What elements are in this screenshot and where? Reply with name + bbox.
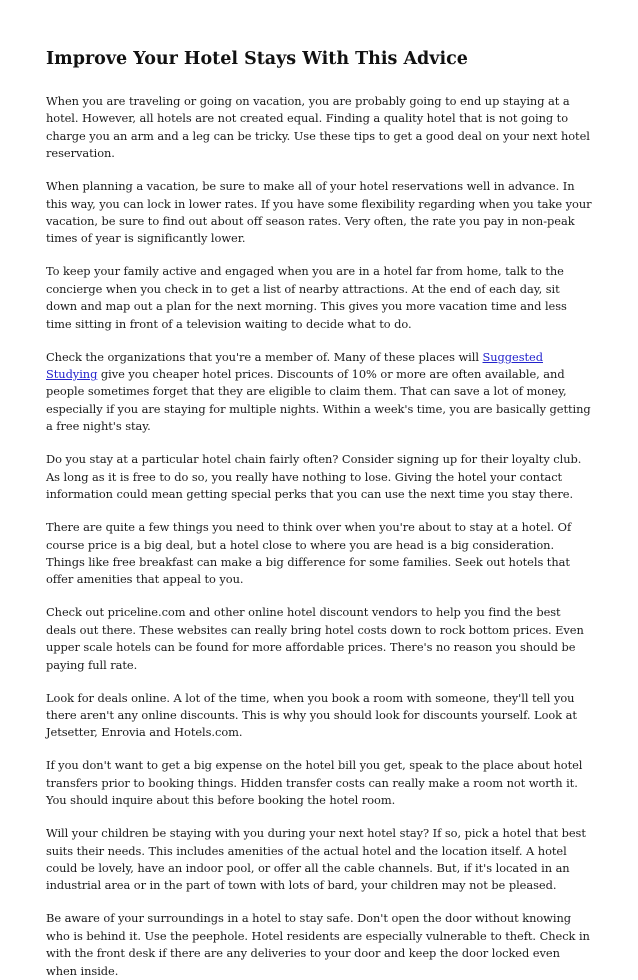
- paragraph-6: There are quite a few things you need to think over when you're about to stay at a hotel. Of course price is a big deal, but a hotel close to where you are head is a big consideration. Things like free breakfast can make a big difference for some families. Seek out hotels that offer amenities that appeal to you.: [46, 520, 572, 587]
- paragraph-5: Do you stay at a particular hotel chain fairly often? Consider signing up for their loyalty club. As long as it is free to do so, you really have nothing to lose. Giving the hotel your contact information could mean getting special perks that you can use the next time you stay there.: [46, 452, 582, 502]
- paragraph-4: [46, 349, 592, 436]
- paragraph-4-text-before: Check the organizations that you're a member of. Many of these places will: [46, 349, 483, 364]
- paragraph-1: When you are traveling or going on vacation, you are probably going to end up staying at a hotel. However, all hotels are not created equal. Finding a quality hotel that is not going to charge you an arm and a leg can be tricky. Use these tips to get a good deal on your next hotel reservation.: [46, 94, 590, 161]
- paragraph-2: When planning a vacation, be sure to make all of your hotel reservations well in advance. In this way, you can lock in lower rates. If you have some flexibility regarding when you take your vacation, be sure to find out about off season rates. Very often, the rate you pay in non-peak times of year is significantly lower.: [46, 179, 592, 246]
- paragraph-9: If you don't want to get a big expense on the hotel bill you get, speak to the place about hotel transfers prior to booking things. Hidden transfer costs can really make a room not worth it. You should inquire about this before booking the hotel room.: [46, 758, 583, 808]
- paragraph-7: Check out priceline.com and other online hotel discount vendors to help you find the best deals out there. These websites can really bring hotel costs down to rock bottom prices. Even upper scale hotels can be found for more affordable prices. There's no reason you should be paying full rate.: [46, 605, 584, 672]
- suggested-studying-link[interactable]: Suggested Studying: [46, 349, 543, 382]
- paragraph-8: Look for deals online. A lot of the time, when you book a room with someone, they'll tell you there aren't any online discounts. This is why you should look for discounts yourself. Look at Jetsetter, Enrovia and Hotels.com.: [46, 690, 577, 740]
- page-title: Improve Your Hotel Stays With This Advice: [46, 49, 468, 69]
- paragraph-10: Will your children be staying with you during your next hotel stay? If so, pick a hotel that best suits their needs. This includes amenities of the actual hotel and the location itself. A hotel could be lovely, have an indoor pool, or offer all the cable channels. But, if it's located in an industrial area or in the part of town with lots of bard, your children may not be pleased.: [46, 826, 586, 893]
- paragraph-4-text-after: give you cheaper hotel prices. Discounts of 10% or more are often available, and people sometimes forget that they are eligible to claim them. That can save a lot of money, especially if you are staying for multiple nights. Within a week's time, you are basically getting a free night's stay.: [46, 367, 591, 434]
- paragraph-3: To keep your family active and engaged when you are in a hotel far from home, talk to the concierge when you check in to get a list of nearby attractions. At the end of each day, sit down and map out a plan for the next morning. This gives you more vacation time and less time sitting in front of a television waiting to decide what to do.: [46, 264, 567, 331]
- paragraph-11: Be aware of your surroundings in a hotel to stay safe. Don't open the door without knowing who is behind it. Use the peephole. Hotel residents are especially vulnerable to theft. Check in with the front desk if there are any deliveries to your door and keep the door locked even when inside.: [46, 911, 590, 978]
